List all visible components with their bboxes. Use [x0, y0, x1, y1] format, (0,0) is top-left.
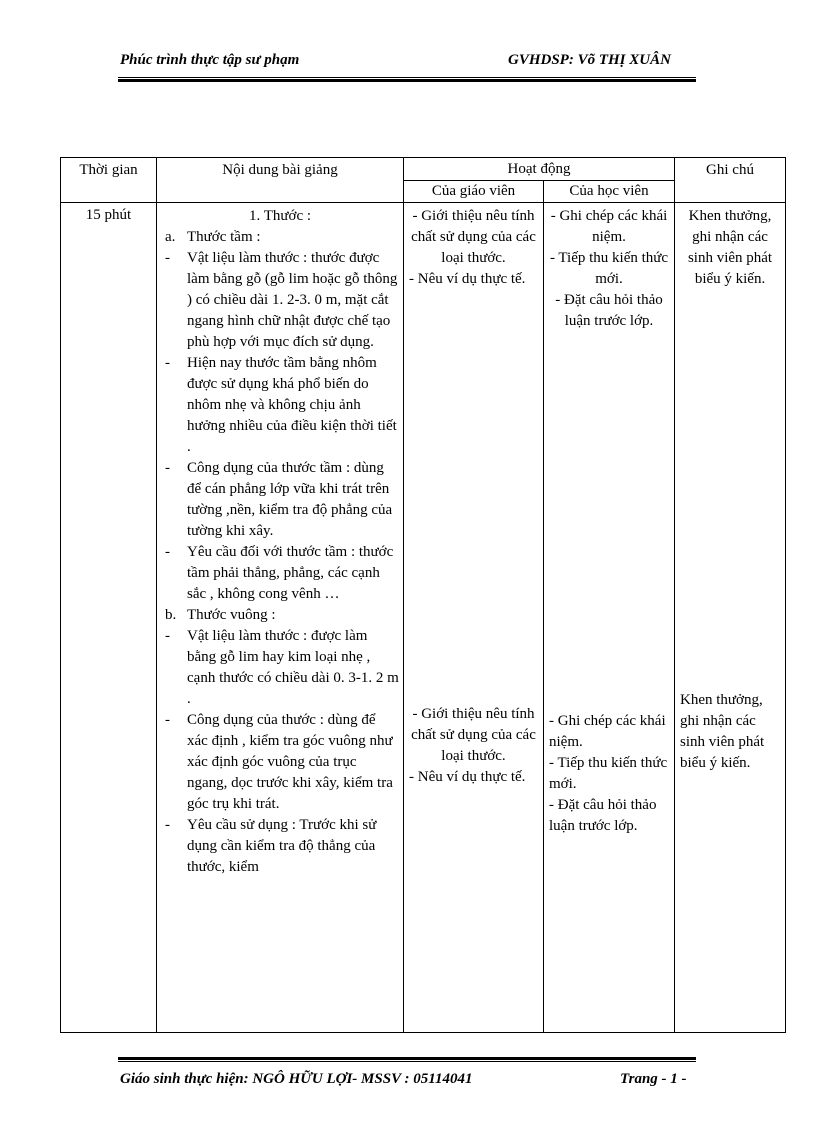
col-header-note: Ghi chú — [675, 158, 786, 203]
list-item: - Vật liệu làm thước : thước được làm bằng gỗ (gỗ lim hoặc gỗ thông ) có chiều dài 1. 2-3. 0 m, mặt cắt ngang hình chữ nhật được chế tạo phù hợp với mục đích sử dụng. — [165, 250, 398, 350]
subsection-b-title: Thước vuông : — [187, 607, 276, 623]
col-header-activity: Hoạt động — [404, 158, 675, 181]
subsection-b-marker: b. — [165, 607, 177, 623]
section-title: 1. Thước : — [248, 208, 312, 224]
list-item: - Công dụng của thước : dùng để xác định , kiểm tra góc vuông như xác định góc vuông của trục ngang, dọc trước khi xây, kiểm tra góc trụ khi trát. — [165, 712, 393, 812]
teacher-activity-a: - Giới thiệu nêu tính chất sử dụng của các loại thước. - Nêu ví dụ thực tế. — [409, 208, 536, 287]
lesson-table — [60, 157, 786, 1033]
note-b: Khen thưởng, ghi nhận các sinh viên phát biểu ý kiến. — [680, 692, 765, 771]
list-item: - Hiện nay thước tầm bằng nhôm được sử dụng khá phổ biến do nhôm nhẹ và không chịu ảnh hưởng nhiều của điều kiện thời tiết . — [165, 355, 397, 455]
list-item: - Yêu cầu đối với thước tầm : thước tầm phải thẳng, phẳng, các cạnh sắc , không cong vênh … — [165, 544, 394, 602]
col-header-content: Nội dung bài giảng — [157, 158, 404, 203]
list-item: - Công dụng của thước tầm : dùng để cán phẳng lớp vữa khi trát trên tường ,nền, kiểm tra độ phẳng của tường khi xây. — [165, 460, 393, 539]
note-a: Khen thưởng, ghi nhận các sinh viên phát biểu ý kiến. — [687, 208, 773, 287]
footer-rule — [118, 1057, 696, 1062]
student-activity-b: - Ghi chép các khái niệm. - Tiếp thu kiến thức mới. - Đặt câu hỏi thảo luận trước lớp. — [549, 713, 668, 834]
col-header-teacher: Của giáo viên — [404, 181, 544, 203]
header-title: Phúc trình thực tập sư phạm — [120, 52, 300, 68]
header-rule — [118, 77, 696, 82]
time-cell: 15 phút — [61, 203, 157, 1033]
subsection-b — [161, 605, 399, 626]
footer-page-number: Trang - 1 - — [620, 1071, 687, 1087]
teacher-activity-b: - Giới thiệu nêu tính chất sử dụng của các loại thước. - Nêu ví dụ thực tế. — [409, 706, 536, 785]
list-item: - Vật liệu làm thước : được làm bằng gỗ lim hay kim loại nhẹ , cạnh thước có chiều dài 0. 3-1. 2 m . — [165, 628, 399, 707]
footer-author: Giáo sinh thực hiện: NGÔ HỮU LỢI- MSSV : 05114041 — [120, 1071, 473, 1087]
col-header-time: Thời gian — [61, 158, 157, 203]
subsection-a-title: Thước tầm : — [187, 229, 261, 245]
note-cell — [675, 203, 786, 1033]
subsection-a-marker: a. — [165, 229, 176, 245]
content-cell — [157, 203, 404, 1033]
list-item: - Yêu cầu sử dụng : Trước khi sử dụng cần kiểm tra độ thẳng của thước, kiểm — [165, 817, 377, 875]
header-supervisor: GVHDSP: Võ THỊ XUÂN — [508, 52, 671, 68]
col-header-student: Của học viên — [544, 181, 675, 203]
subsection-a — [161, 227, 399, 248]
teacher-cell — [404, 203, 544, 1033]
student-cell — [544, 203, 675, 1033]
student-activity-a: - Ghi chép các khái niệm. - Tiếp thu kiến thức mới. - Đặt câu hỏi thảo luận trước lớp. — [549, 208, 669, 329]
